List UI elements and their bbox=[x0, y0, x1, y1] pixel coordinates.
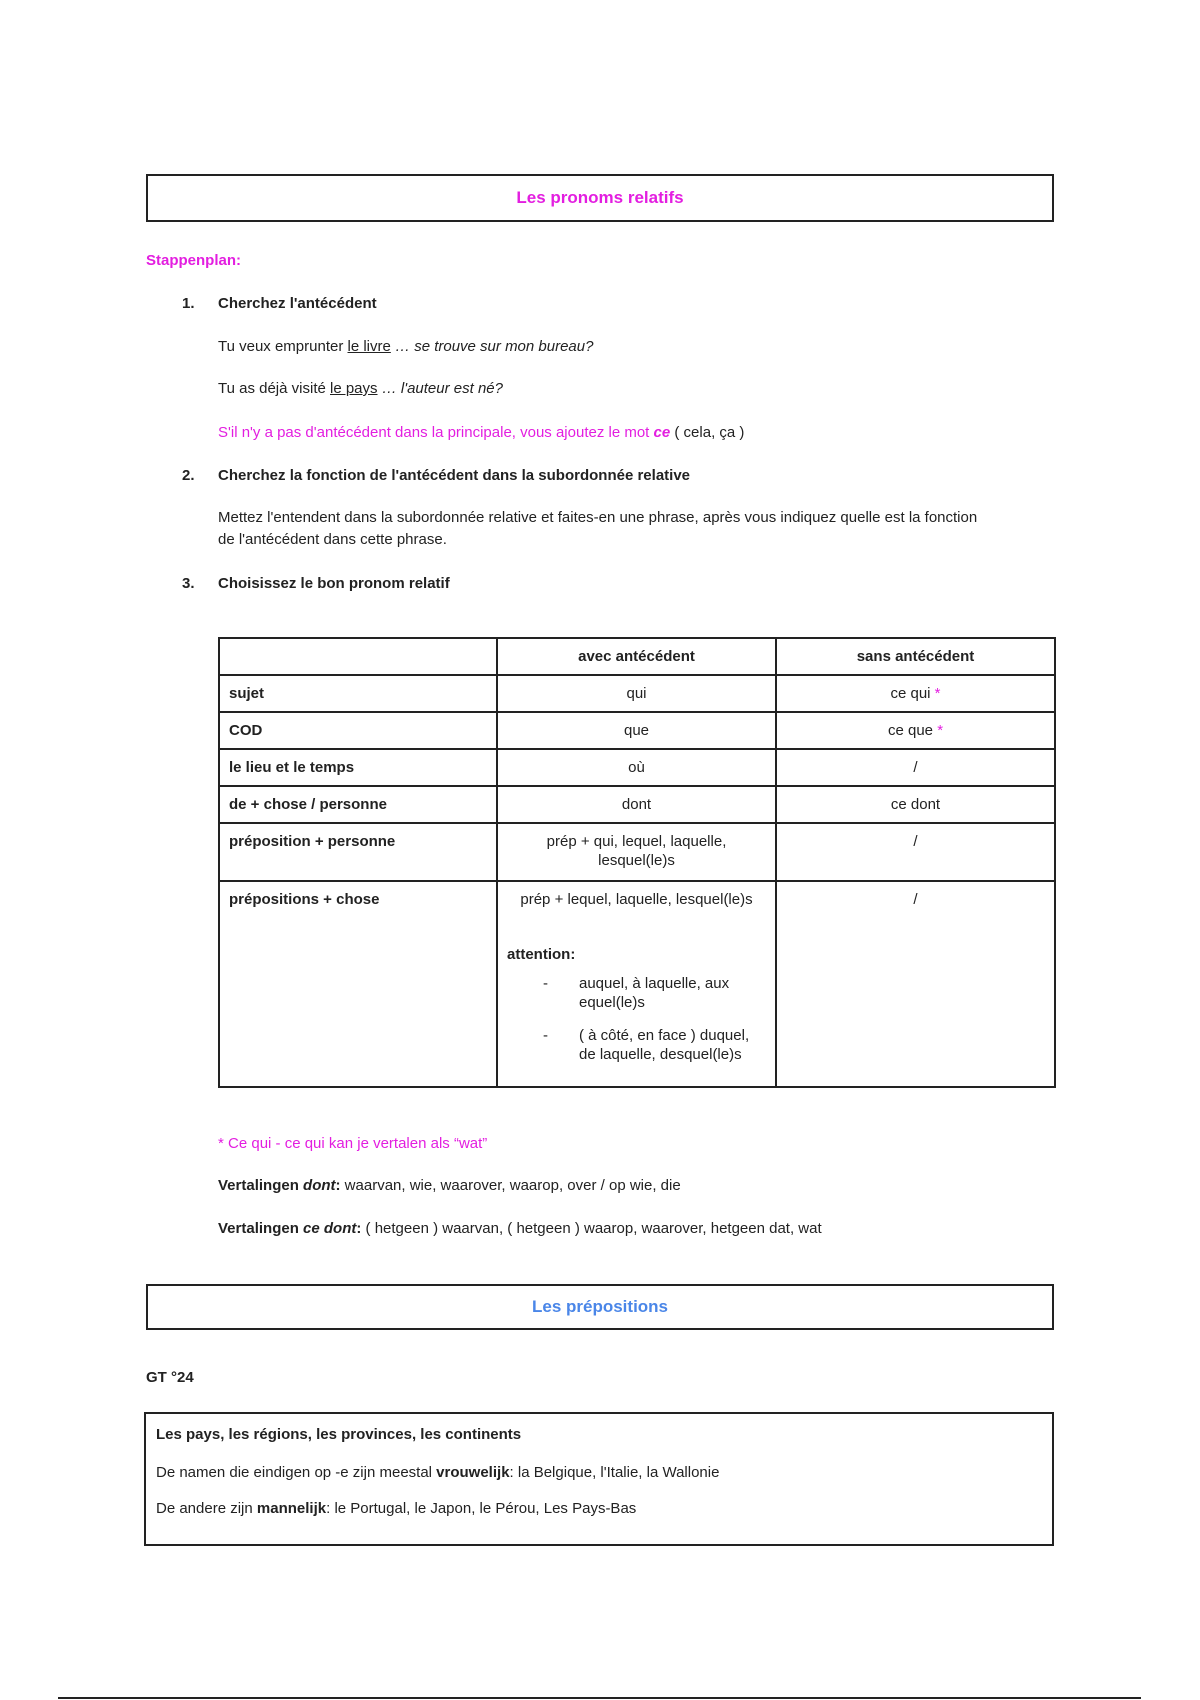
translation-word: dont bbox=[303, 1177, 336, 1194]
row-sans: ce dont bbox=[776, 786, 1055, 823]
section-title-box bbox=[146, 174, 1054, 222]
info-line-1-bold: vrouwelijk bbox=[436, 1464, 510, 1481]
antecedent-note bbox=[218, 424, 744, 441]
example-1-after: … se trouve sur mon bureau? bbox=[390, 338, 594, 355]
row-label: COD bbox=[219, 712, 497, 749]
row-avec: dont bbox=[497, 786, 776, 823]
info-line-1-after: : la Belgique, l'Italie, la Wallonie bbox=[509, 1464, 720, 1481]
info-box-title: Les pays, les régions, les provinces, les continents bbox=[156, 1426, 522, 1443]
list-item bbox=[507, 1026, 766, 1064]
info-line-1-before: De namen die eindigen op -e zijn meestal bbox=[156, 1464, 437, 1481]
example-2-after: … l'auteur est né? bbox=[377, 380, 503, 397]
info-line-2 bbox=[156, 1500, 636, 1517]
step-2-number: 2. bbox=[182, 467, 195, 484]
list-item bbox=[507, 974, 766, 1012]
section-title-box bbox=[146, 1284, 1054, 1330]
table-header-cell bbox=[219, 638, 497, 675]
dash-bullet: - bbox=[543, 975, 548, 992]
section-title: Les pronoms relatifs bbox=[516, 188, 684, 207]
stappenplan-label: Stappenplan: bbox=[146, 252, 242, 269]
row-sans: / bbox=[776, 823, 1055, 881]
row-label: sujet bbox=[219, 675, 497, 712]
step-3-number: 3. bbox=[182, 575, 195, 592]
row-avec: qui bbox=[497, 675, 776, 712]
row-sans-value: ce qui bbox=[890, 685, 931, 702]
table-row bbox=[219, 881, 1055, 1087]
step-1-number: 1. bbox=[182, 295, 195, 312]
table-row bbox=[219, 675, 1055, 712]
row-label: prépositions + chose bbox=[219, 881, 497, 1087]
table-header-cell: avec antécédent bbox=[497, 638, 776, 675]
row-sans: / bbox=[776, 881, 1055, 1087]
dash-bullet: - bbox=[543, 1027, 548, 1044]
translation-dont bbox=[218, 1177, 681, 1194]
row-sans-value: ce que bbox=[887, 722, 934, 739]
attention-label: attention: bbox=[507, 946, 576, 963]
example-2-antecedent: le pays bbox=[330, 380, 378, 397]
table-row bbox=[219, 712, 1055, 749]
step-2-text-line-1: Mettez l'entendent dans la subordonnée relative et faites-en une phrase, après vous indiquez quelle est la fonction bbox=[218, 509, 978, 526]
translation-ce-dont bbox=[218, 1220, 822, 1237]
footnote-star: * bbox=[937, 722, 944, 739]
row-avec: que bbox=[497, 712, 776, 749]
translation-colon: : bbox=[335, 1177, 341, 1194]
table-header-cell: sans antécédent bbox=[776, 638, 1055, 675]
row-sans: / bbox=[776, 749, 1055, 786]
row-label: préposition + personne bbox=[219, 823, 497, 881]
row-avec-value: prép + lequel, laquelle, lesquel(le)s bbox=[520, 891, 753, 908]
note-word: ce bbox=[653, 424, 671, 441]
step-2-title: Cherchez la fonction de l'antécédent dans la subordonnée relative bbox=[218, 467, 691, 484]
info-line-2-before: De andere zijn bbox=[156, 1500, 257, 1517]
translation-text: ( hetgeen ) waarvan, ( hetgeen ) waarop, waarover, hetgeen dat, wat bbox=[361, 1220, 822, 1237]
attention-list bbox=[507, 974, 766, 1064]
relative-pronoun-table bbox=[218, 637, 1056, 1088]
row-label: de + chose / personne bbox=[219, 786, 497, 823]
attention-item-text: ( à côté, en face ) duquel, de laquelle, desquel(le)s bbox=[579, 1027, 750, 1063]
step-1-title: Cherchez l'antécédent bbox=[218, 295, 377, 312]
example-1-before: Tu veux emprunter bbox=[218, 338, 348, 355]
note-extra: ( cela, ça ) bbox=[670, 424, 745, 441]
note-text: S'il n'y a pas d'antécédent dans la principale, vous ajoutez le mot bbox=[218, 424, 654, 441]
section-title: Les prépositions bbox=[531, 1297, 669, 1316]
row-avec: où bbox=[497, 749, 776, 786]
info-line-2-bold: mannelijk bbox=[256, 1500, 327, 1517]
translation-colon: : bbox=[356, 1220, 362, 1237]
table-row bbox=[219, 786, 1055, 823]
info-box bbox=[144, 1412, 1054, 1546]
example-1 bbox=[218, 338, 593, 355]
translation-word: ce dont bbox=[303, 1220, 357, 1237]
section-subtitle: GT °24 bbox=[146, 1369, 194, 1386]
example-1-antecedent: le livre bbox=[347, 338, 391, 355]
page-bottom-rule bbox=[58, 1697, 1141, 1699]
translation-label: Vertalingen bbox=[218, 1177, 304, 1194]
info-line-2-after: : le Portugal, le Japon, le Pérou, Les Pays-Bas bbox=[326, 1500, 637, 1517]
translation-text: waarvan, wie, waarover, waarop, over / op wie, die bbox=[340, 1177, 681, 1194]
step-2-text-line-2: de l'antécédent dans cette phrase. bbox=[218, 531, 447, 548]
row-avec: prép + qui, lequel, laquelle, lesquel(le)s bbox=[497, 823, 776, 881]
row-sans bbox=[776, 675, 1055, 712]
footnote-star: * bbox=[934, 685, 941, 702]
step-3-title: Choisissez le bon pronom relatif bbox=[218, 575, 450, 592]
example-2-before: Tu as déjà visité bbox=[218, 380, 330, 397]
row-label: le lieu et le temps bbox=[219, 749, 497, 786]
table-header-row bbox=[219, 638, 1055, 675]
example-2 bbox=[218, 380, 503, 397]
row-avec bbox=[497, 881, 776, 1087]
footnote: * Ce qui - ce qui kan je vertalen als “wat” bbox=[218, 1135, 488, 1152]
table-row bbox=[219, 749, 1055, 786]
table-row bbox=[219, 823, 1055, 881]
info-line-1 bbox=[156, 1464, 719, 1481]
row-sans bbox=[776, 712, 1055, 749]
attention-item-text: auquel, à laquelle, aux equel(le)s bbox=[579, 975, 730, 1011]
translation-label: Vertalingen bbox=[218, 1220, 304, 1237]
